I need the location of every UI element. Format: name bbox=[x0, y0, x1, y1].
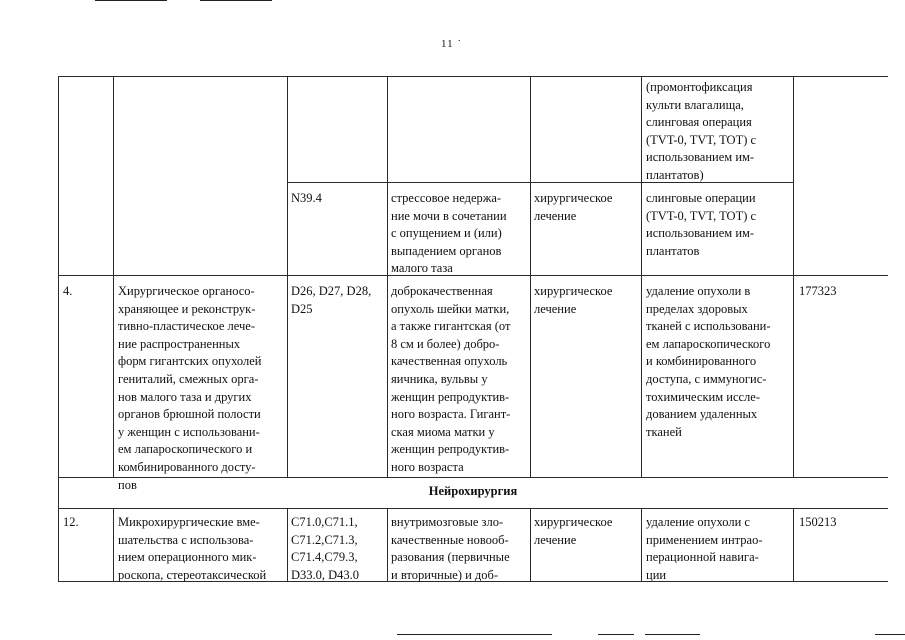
row-divider bbox=[58, 508, 888, 509]
row-3-treatment: хирургическое лечение bbox=[534, 284, 613, 316]
column-divider bbox=[287, 508, 288, 582]
bottom-rule bbox=[875, 634, 905, 635]
top-rule bbox=[200, 0, 272, 1]
row-4-name: Микрохирургические вме- шательства с использова- нием операционного мик- роскопа, стереотаксической bbox=[118, 515, 267, 582]
row-4-method: удаление опухоли с применением интрао- перационной навига- ции bbox=[646, 515, 763, 582]
row-4-codes: C71.0,C71.1, C71.2,C71.3, C71.4,C79.3, D33.0, D43.0 bbox=[291, 515, 360, 582]
row-4-num: 12. bbox=[63, 515, 79, 529]
column-divider bbox=[641, 76, 642, 478]
column-divider bbox=[287, 76, 288, 478]
bottom-rule bbox=[397, 634, 552, 635]
row-4-treatment: хирургическое лечение bbox=[534, 515, 613, 547]
column-divider bbox=[530, 76, 531, 478]
table-border bbox=[58, 76, 888, 77]
column-divider bbox=[793, 76, 794, 478]
row-2-codes: N39.4 bbox=[291, 191, 322, 205]
top-rule bbox=[95, 0, 167, 1]
column-divider bbox=[530, 508, 531, 582]
column-divider bbox=[793, 508, 794, 582]
row-3-method: удаление опухоли в пределах здоровых тканей с использовани- ем лапароскопического и комбинированного доступа, с иммуногис- тохимическим иссле- дованием удаленных тканей bbox=[646, 284, 771, 439]
page-number: 11 ˙ bbox=[441, 38, 463, 50]
column-divider bbox=[641, 508, 642, 582]
row-4-cost: 150213 bbox=[799, 515, 837, 529]
row-3-codes: D26, D27, D28, D25 bbox=[291, 284, 372, 316]
row-4-model: внутримозговые зло- качественные новооб- разования (первичные и вторичные) и доб- bbox=[391, 515, 510, 582]
row-2-treatment: хирургическое лечение bbox=[534, 191, 613, 223]
column-divider bbox=[387, 76, 388, 478]
bottom-rule bbox=[645, 634, 700, 635]
row-3-name: Хирургическое органосо- храняющее и реконструк- тивно-пластическое лече- ние распространенных форм гигантских опухолей гениталий, смежных орга- нов малого таза и других органов брюшной полости у женщин с использовани- ем лапароскопического и комбинированного досту- пов bbox=[118, 284, 262, 492]
column-divider bbox=[58, 76, 59, 582]
section-title-neurosurgery: Нейрохирургия bbox=[428, 484, 518, 498]
row-3-num: 4. bbox=[63, 284, 73, 298]
row-2-model: стрессовое недержа- ние мочи в сочетании с опущением и (или) выпадением органов малого таза bbox=[391, 191, 507, 276]
column-divider bbox=[387, 508, 388, 582]
column-divider bbox=[113, 508, 114, 582]
row-1-method: (промонтофиксация культи влагалища, слинговая операция (TVT-0, TVT, TOT) с использованием им- плантатов) bbox=[646, 80, 757, 182]
row-3-model: доброкачественная опухоль шейки матки, а также гигантская (от 8 см и более) добро- качественная опухоль яичника, вульвы у женщин репродуктив- ного возраста. Гигант- ская миома матки у женщин репродуктив- ного возраста bbox=[391, 284, 511, 474]
row-3-cost: 177323 bbox=[799, 284, 837, 298]
column-divider bbox=[113, 76, 114, 478]
bottom-rule bbox=[598, 634, 634, 635]
row-2-method: слинговые операции (TVT-0, TVT, TOT) с использованием им- плантатов bbox=[646, 191, 757, 258]
